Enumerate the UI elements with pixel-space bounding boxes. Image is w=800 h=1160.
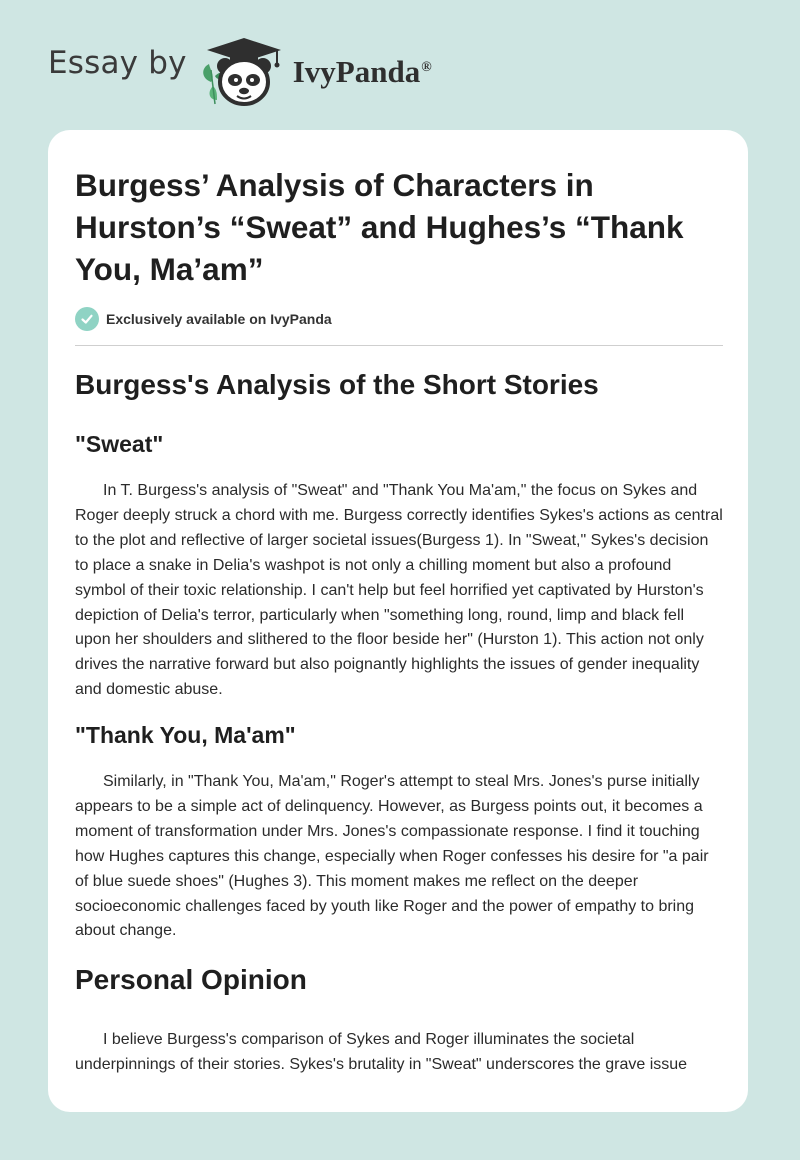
section-heading-personal-opinion: Personal Opinion [75, 964, 307, 995]
brand-registered-mark: ® [421, 59, 432, 75]
title-divider [75, 345, 723, 346]
subsection-heading-thank-you: "Thank You, Ma'am" [75, 722, 296, 748]
brand-name-text: IvyPanda [292, 54, 421, 89]
panda-logo-icon [197, 30, 293, 110]
checkmark-icon [75, 307, 99, 331]
exclusive-badge [75, 306, 332, 332]
exclusive-text: Exclusively available on IvyPanda [106, 311, 332, 327]
paragraph-thank-you: Similarly, in "Thank You, Ma'am," Roger's attempt to steal Mrs. Jones's purse initially appears to be a simple act of delinquency. However, as Burgess points out, it becomes a moment of transformation under Mrs. Jones's compassionate response. I find it touching how Hughes captures this change, especially when Roger confesses his desire for "a pair of blue suede shoes" (Hughes 3). This moment makes me reflect on the deeper socioeconomic challenges faced by youth like Roger and the power of empathy to bring about change. [75, 773, 709, 940]
brand-name [293, 54, 432, 90]
paragraph-sweat: In T. Burgess's analysis of "Sweat" and "Thank You Ma'am," the focus on Sykes and Roger deeply struck a chord with me. Burgess correctly identifies Sykes's actions as central to the plot and reflective of larger societal issues(Burgess 1). In "Sweat," Sykes's decision to place a snake in Delia's washpot is not only a chilling moment but also a profound symbol of their toxic relationship. I can't help but feel horrified yet captivated by Hurston's depiction of Delia's terror, particularly when "something long, round, limp and black fell upon her shoulders and slithered to the floor beside her" (Hurston 1). This action not only drives the narrative forward but also poignantly highlights the issues of gender inequality and domestic abuse. [75, 482, 723, 699]
section-heading-analysis: Burgess's Analysis of the Short Stories [75, 369, 599, 400]
essay-title: Burgess’ Analysis of Characters in Hurston’s “Sweat” and Hughes’s “Thank You, Ma’am” [75, 167, 684, 287]
paragraph-personal-opinion: I believe Burgess's comparison of Sykes and Roger illuminates the societal underpinnings of their stories. Sykes's brutality in "Sweat" underscores the grave issue [75, 1031, 688, 1073]
subsection-heading-sweat: "Sweat" [75, 431, 164, 457]
essay-card [48, 130, 748, 1112]
brand-essay-by: Essay by [48, 45, 187, 81]
brand-header[interactable] [48, 30, 432, 110]
